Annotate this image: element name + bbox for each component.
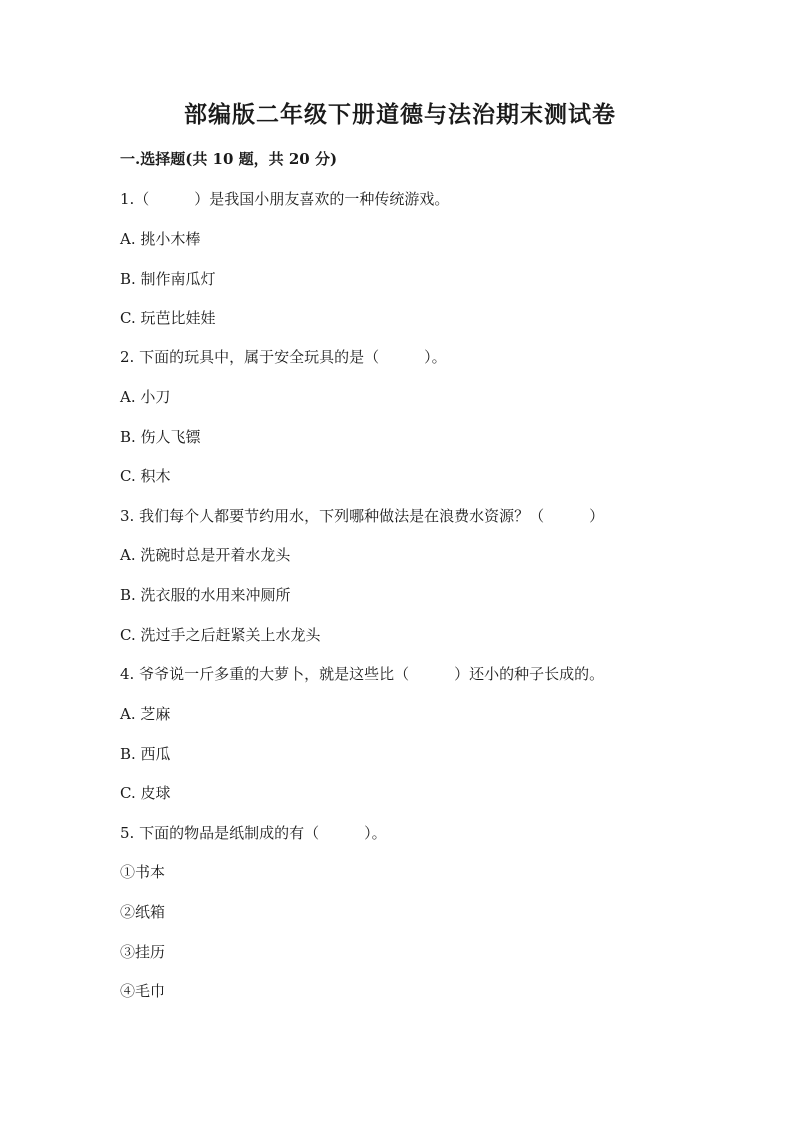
option: A. 芝麻 xyxy=(120,705,171,723)
option: B. 制作南瓜灯 xyxy=(120,270,216,288)
option: C. 洗过手之后赶紧关上水龙头 xyxy=(120,626,321,644)
page-title: 部编版二年级下册道德与法治期末测试卷 xyxy=(184,101,616,128)
option: B. 西瓜 xyxy=(120,745,171,763)
question-stem: 5. 下面的物品是纸制成的有（ ）。 xyxy=(120,824,387,842)
option: C. 玩芭比娃娃 xyxy=(120,309,216,327)
question-stem: 1.（ ）是我国小朋友喜欢的一种传统游戏。 xyxy=(120,190,450,208)
option: A. 挑小木棒 xyxy=(120,230,201,248)
option: A. 洗碗时总是开着水龙头 xyxy=(120,546,291,564)
option: A. 小刀 xyxy=(120,388,171,406)
option: B. 洗衣服的水用来冲厕所 xyxy=(120,586,291,604)
question-stem: 3. 我们每个人都要节约用水，下列哪种做法是在浪费水资源？（ ） xyxy=(120,507,605,525)
option: C. 皮球 xyxy=(120,784,171,802)
option: ①书本 xyxy=(120,863,166,881)
section-heading: 一.选择题(共 10 题，共 20 分) xyxy=(120,150,338,168)
option: ③挂历 xyxy=(120,943,166,961)
question-stem: 2. 下面的玩具中，属于安全玩具的是（ ）。 xyxy=(120,348,447,366)
option: C. 积木 xyxy=(120,467,171,485)
question-stem: 4. 爷爷说一斤多重的大萝卜，就是这些比（ ）还小的种子长成的。 xyxy=(120,665,605,683)
option: ②纸箱 xyxy=(120,903,166,921)
option: B. 伤人飞镖 xyxy=(120,428,201,446)
option: ④毛巾 xyxy=(120,982,166,1000)
